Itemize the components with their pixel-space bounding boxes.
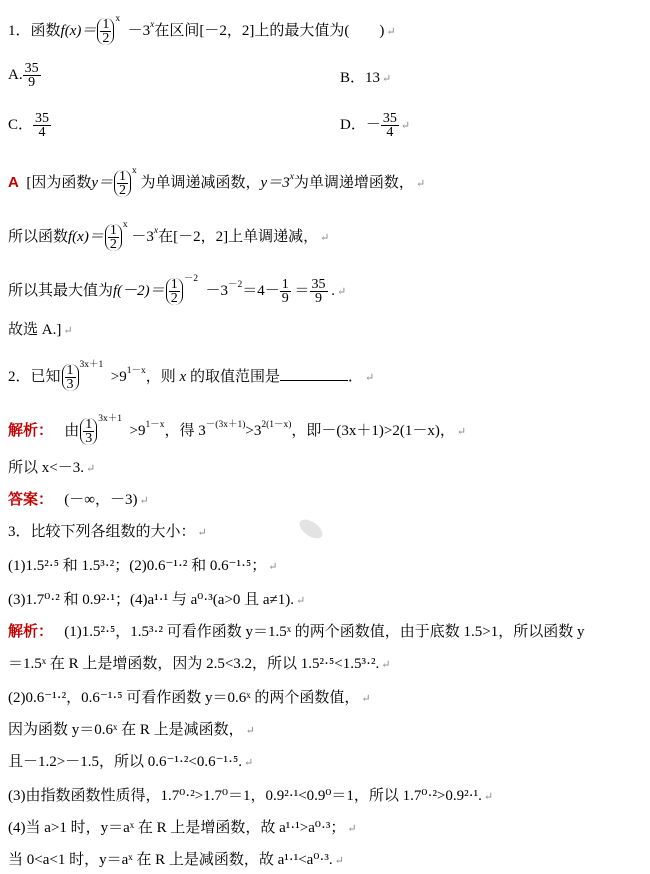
q1-option-b: B．13 ↵: [340, 70, 392, 86]
a2-line2: 所以 x<－3. ↵: [8, 460, 96, 476]
analysis-tag: 解析：: [8, 623, 54, 640]
scan-smudge: [296, 516, 325, 542]
a3-line3: (2)0.6⁻¹·²，0.6⁻¹·⁵ 可看作函数 y＝0.6ˣ 的两个函数值， ↵: [8, 690, 371, 706]
answer-label: 答案：: [8, 491, 54, 508]
answer-blank: [280, 368, 348, 381]
a3-line8: 当 0<a<1 时，y＝aˣ 在 R 上是减函数，故 a¹·¹<a⁰·³. ↵: [8, 852, 344, 868]
a3-line5: 且－1.2>－1.5，所以 0.6⁻¹·²<0.6⁻¹·⁵. ↵: [8, 754, 254, 770]
a3-line6: (3)由指数函数性质得，1.7⁰·²>1.7⁰＝1，0.9²·¹<0.9⁰＝1，所以 1.7⁰·²>0.9²·¹. ↵: [8, 788, 494, 804]
question-number: 1．: [8, 22, 31, 39]
analysis-tag: 解析：: [8, 421, 54, 439]
a3-line2: ＝1.5ˣ 在 R 上是增函数，因为 2.5<3.2，所以 1.5²·⁵<1.5³·². ↵: [8, 656, 391, 672]
a1-line2: 所以函数f(x)＝ $\frac{1}{2}$ $^x -3^x$在[－2，2]上单调递减， ↵: [8, 219, 330, 252]
a2-answer: 答案： (－∞，－3) ↵: [8, 491, 149, 508]
q3-line2: (3)1.7⁰·² 和 0.9²·¹；(4)a¹·¹ 与 a⁰·³(a>0 且 a≠1). ↵: [8, 592, 306, 608]
a1-line4: 故选 A.] ↵: [8, 322, 73, 338]
q3-line1: (1)1.5²·⁵ 和 1.5³·²；(2)0.6⁻¹·² 和 0.6⁻¹·⁵； ↵: [8, 558, 278, 574]
q2-stem: 2．已知 $\frac{1}{3}$ $^{3x+1} >9^{1-x}$，则 x 的取值范围是 ． ↵: [8, 359, 375, 392]
a3-line7: (4)当 a>1 时，y＝aˣ 在 R 上是增函数，故 a¹·¹>a⁰·³； ↵: [8, 820, 357, 836]
a1-line3: 所以其最大值为f(－2)＝ $\frac{1}{2}$ $^{-2} -3^{-2}=4-$ $\frac{1}{9}$ ＝ $\frac{35}{9}$ . ↵: [8, 273, 347, 306]
a2-line1: 解析： 由 $\frac{1}{3}$ $^{3x+1} >9^{1-x}$，得 $3^{-(3x+1)}>3^{2(1-x)}$，即－(3x＋1)>2(1－x)， ↵: [8, 413, 467, 446]
q1-stem: 1．函数f(x)＝ $\frac{1}{2}$ $^x -3^x$在区间[－2，2]上的最大值为( ) ↵: [8, 13, 396, 46]
q1-option-a: A. $\frac{35}{9}$: [8, 61, 39, 90]
a3-line1: 解析： (1)1.5²·⁵，1.5³·² 可看作函数 y＝1.5ˣ 的两个函数值，由于底数 1.5>1，所以函数 y: [8, 623, 585, 640]
paren-fraction: $\frac{1}{2}$: [97, 18, 114, 45]
q3-title: 3．比较下列各组数的大小： ↵: [8, 524, 207, 540]
a1-line1: A [因为函数y＝ $\frac{1}{2}$ $^x$ 为单调递减函数，$y=3^x$为单调递增函数， ↵: [8, 165, 426, 198]
a3-line4: 因为函数 y＝0.6ˣ 在 R 上是减函数， ↵: [8, 722, 255, 738]
q1-option-c: C． $\frac{35}{4}$: [8, 111, 50, 140]
q1-option-d: D．－ $\frac{35}{4}$ ↵: [340, 111, 411, 140]
answer-tag: A: [8, 173, 19, 191]
